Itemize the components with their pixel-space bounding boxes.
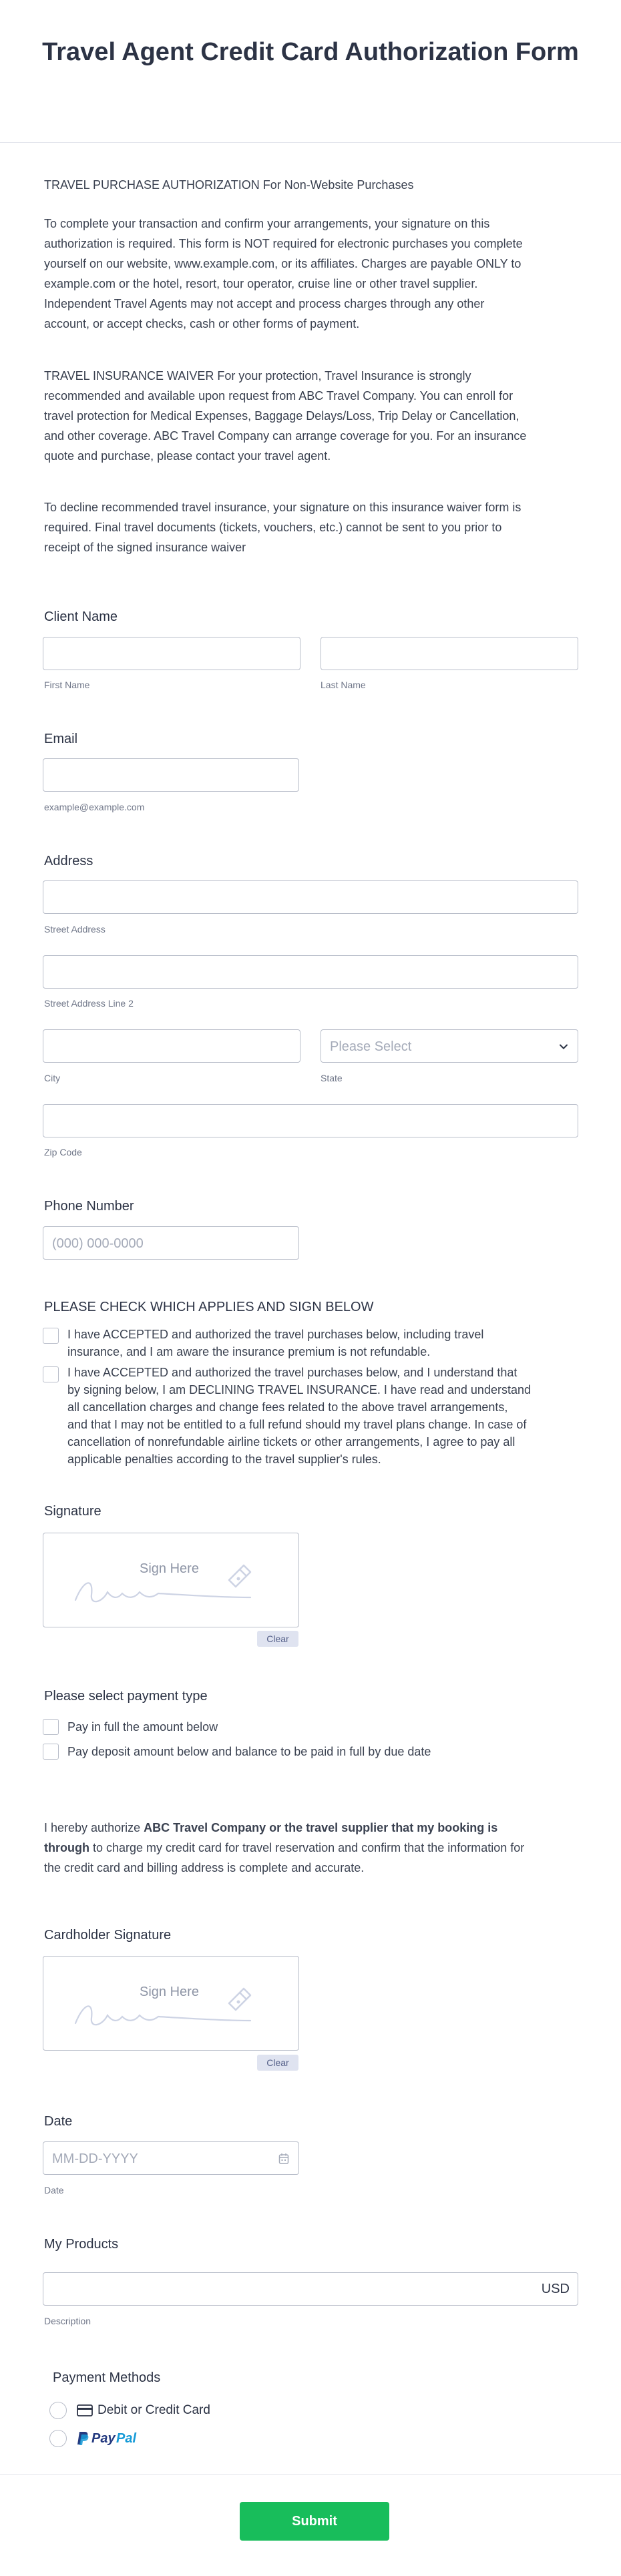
decline-insurance-text: I have ACCEPTED and authorized the travel purchases below, and I understand that by signing below, I am DECLINING TRAVEL INSURANCE. I have read and understand all cancellation charges and change fees related to the above travel arrangements, and that I may not be entitled to a full refund should my travel plans change. In case of cancellation of nonrefundable airline tickets or other arrangements, I agree to pay all applicable penalties according to the travel supplier's rules. [67, 1366, 531, 1466]
currency-label: USD [541, 2282, 570, 2296]
insurance-choice-label: PLEASE CHECK WHICH APPLIES AND SIGN BELOW [44, 1300, 374, 1314]
state-sublabel: State [321, 1073, 343, 1083]
address-label: Address [44, 854, 93, 868]
signature-pad[interactable] [43, 1533, 299, 1627]
signature-clear-button[interactable]: Clear [257, 1631, 298, 1647]
signature-label: Signature [44, 1504, 101, 1519]
accept-insurance-text: I have ACCEPTED and authorized the travel purchases below, including travel insurance, and I am aware the insurance premium is not refundable. [67, 1328, 484, 1358]
zip-code-input[interactable] [43, 1104, 578, 1137]
street-address-sublabel: Street Address [44, 924, 106, 935]
form-header [0, 0, 621, 143]
card-payment-radio[interactable] [49, 2402, 67, 2419]
pay-deposit-checkbox[interactable] [43, 1744, 59, 1760]
intro-heading: TRAVEL PURCHASE AUTHORIZATION For Non-Website Purchases [44, 178, 414, 192]
client-name-label: Client Name [44, 609, 118, 624]
phone-label: Phone Number [44, 1199, 134, 1214]
decline-insurance-checkbox[interactable] [43, 1366, 59, 1382]
intro-paragraph-2: TRAVEL INSURANCE WAIVER For your protection, Travel Insurance is strongly recommended and available upon request from ABC Travel Company. You can enroll for travel protection for Medical Expenses, Baggage Delays/Loss, Trip Delay or Cancellation, and other coverage. ABC Travel Company can arrange coverage for you. For an insurance quote and purchase, please contact your travel agent. [44, 369, 527, 463]
payment-methods-label: Payment Methods [53, 2370, 161, 2385]
email-input[interactable] [43, 758, 299, 792]
paypal-icon [77, 2431, 89, 2446]
email-label: Email [44, 732, 78, 746]
cardholder-signature-pad[interactable] [43, 1956, 299, 2051]
paypal-logo-pay: Pay [91, 2431, 116, 2446]
last-name-input[interactable] [321, 637, 578, 670]
pay-in-full-text: Pay in full the amount below [67, 1720, 218, 1734]
street-address-line2-input[interactable] [43, 955, 578, 989]
first-name-sublabel: First Name [44, 680, 90, 690]
cardholder-signature-hint: Sign Here [140, 1985, 199, 1999]
date-sublabel: Date [44, 2185, 64, 2196]
submit-button[interactable]: Submit [240, 2502, 389, 2541]
street-address-input[interactable] [43, 880, 578, 914]
zip-code-sublabel: Zip Code [44, 1147, 82, 1157]
products-description-sublabel: Description [44, 2316, 91, 2326]
payment-type-label: Please select payment type [44, 1689, 208, 1704]
cardholder-signature-clear-button[interactable]: Clear [257, 2055, 298, 2071]
city-input[interactable] [43, 1029, 300, 1063]
phone-placeholder: (000) 000-0000 [52, 1236, 144, 1251]
intro-paragraph-3: To decline recommended travel insurance, your signature on this insurance waiver form is required. Final travel documents (tickets, vouchers, etc.) cannot be sent to you prior to receipt of the signed insurance waiver [44, 501, 522, 554]
card-payment-text: Debit or Credit Card [97, 2403, 210, 2417]
date-label: Date [44, 2114, 73, 2129]
form-title: Travel Agent Credit Card Authorization Form [42, 38, 579, 66]
intro-paragraph-1: To complete your transaction and confirm your arrangements, your signature on this authorization is required. This form is NOT required for electronic purchases you complete yourself on our website, www.example.com, or its affiliates. Charges are payable ONLY to example.com or the hotel, resort, tour operator, cruise line or other travel supplier. Independent Travel Agents may not accept and process charges through any other account, or accept checks, cash or other forms of payment. [44, 217, 523, 330]
date-placeholder: MM-DD-YYYY [52, 2151, 138, 2166]
credit-card-icon [77, 2404, 93, 2416]
products-label: My Products [44, 2237, 119, 2252]
paypal-logo-pal: Pal [116, 2431, 137, 2446]
last-name-sublabel: Last Name [321, 680, 366, 690]
cardholder-signature-label: Cardholder Signature [44, 1928, 172, 1943]
products-amount-input[interactable] [43, 2272, 578, 2306]
footer-divider [0, 2474, 621, 2475]
calendar-icon[interactable] [278, 2153, 289, 2165]
street-address-line2-sublabel: Street Address Line 2 [44, 998, 134, 1009]
paypal-payment-radio[interactable] [49, 2430, 67, 2447]
first-name-input[interactable] [43, 637, 300, 670]
authorization-text: I hereby authorize ABC Travel Company or the travel supplier that my booking is through to charge my credit card for travel reservation and confirm that the information for the credit card and billing address is complete and accurate. [44, 1821, 525, 1874]
email-sublabel: example@example.com [44, 802, 145, 812]
pay-in-full-checkbox[interactable] [43, 1719, 59, 1735]
phone-input[interactable] [43, 1226, 299, 1260]
signature-hint: Sign Here [140, 1561, 199, 1576]
accept-insurance-checkbox[interactable] [43, 1328, 59, 1344]
state-select-value: Please Select [330, 1039, 412, 1054]
state-select[interactable] [321, 1029, 578, 1063]
pay-deposit-text: Pay deposit amount below and balance to be paid in full by due date [67, 1745, 431, 1758]
chevron-down-icon [559, 1042, 568, 1051]
date-input[interactable] [43, 2141, 299, 2175]
city-sublabel: City [44, 1073, 61, 1083]
